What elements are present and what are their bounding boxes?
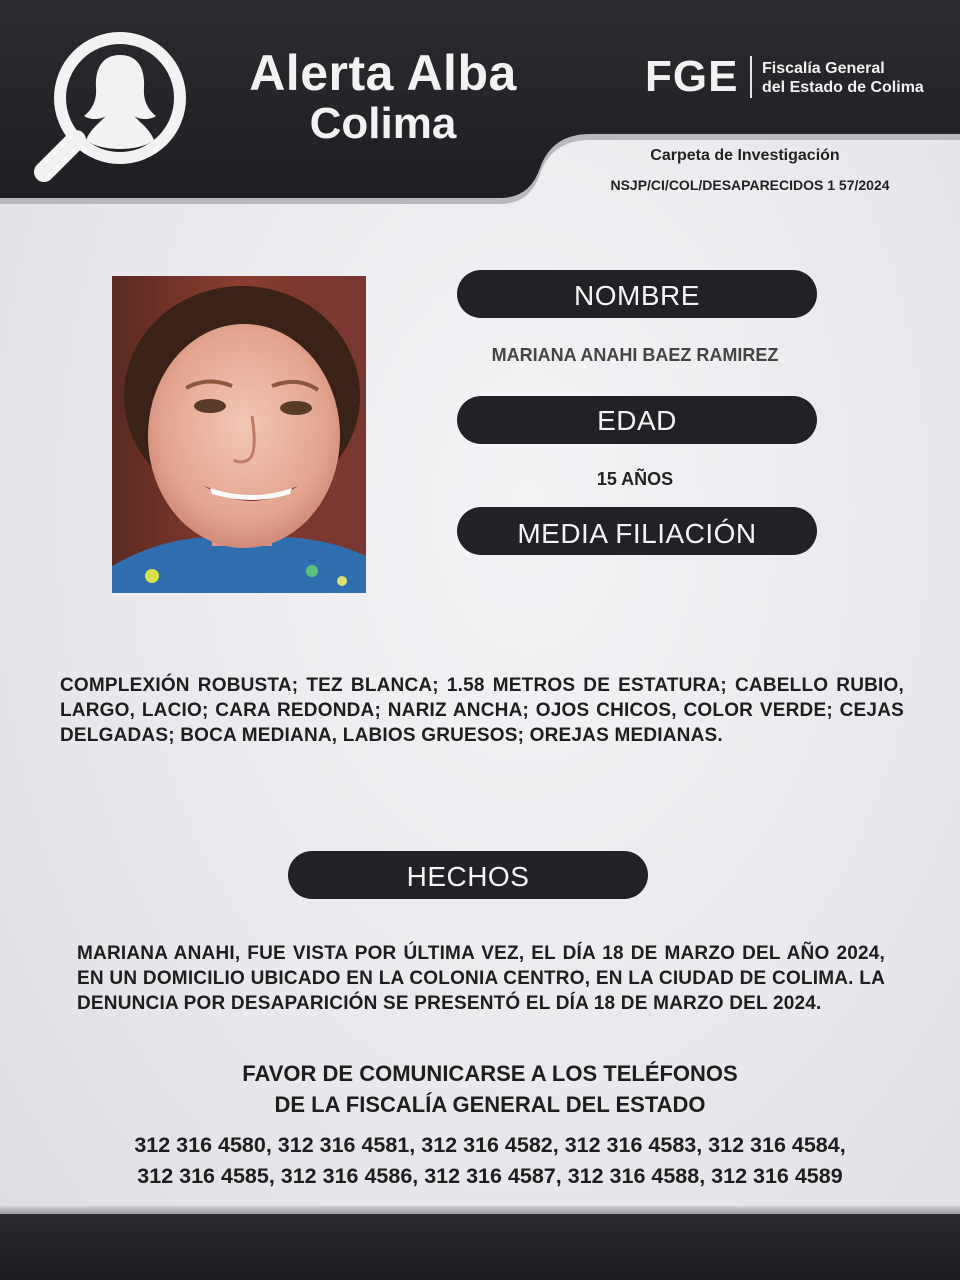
- fge-name-line2: del Estado de Colima: [762, 79, 924, 96]
- logo-title: [218, 45, 548, 148]
- edad-value: 15 AÑOS: [596, 469, 674, 489]
- hechos-text: MARIANA ANAHI, FUE VISTA POR ÚLTIMA VEZ, EL DÍA 18 DE MARZO DEL AÑO 2024, EN UN DOMICILIO UBICADO EN LA COLONIA CENTRO, EN LA CIUDAD DE COLIMA. LA DENUNCIA POR DESAPARICIÓN SE PRESENTÓ EL DÍA 18 DE MARZO DEL 2024.: [77, 943, 885, 1014]
- contact-line1: FAVOR DE COMUNICARSE A LOS TELÉFONOS: [242, 1061, 738, 1086]
- media-filiacion-label: MEDIA FILIACIÓN: [457, 507, 817, 555]
- contact-line2: DE LA FISCALÍA GENERAL DEL ESTADO: [274, 1092, 706, 1117]
- edad-label: EDAD: [457, 396, 817, 444]
- logo-title-line2: Colima: [309, 99, 457, 148]
- fge-name: [762, 59, 924, 97]
- footer-divider: [0, 1206, 960, 1214]
- media-filiacion-text: COMPLEXIÓN ROBUSTA; TEZ BLANCA; 1.58 METROS DE ESTATURA; CABELLO RUBIO, LARGO, LACIO; CARA REDONDA; NARIZ ANCHA; OJOS CHICOS, COLOR VERDE; CEJAS DELGADAS; BOCA MEDIANA, LABIOS GRUESOS; OREJAS MEDIANAS.: [60, 675, 904, 746]
- fge-name-line1: Fiscalía General: [762, 60, 885, 77]
- logo-title-line1: Alerta Alba: [249, 45, 517, 101]
- phones-line1: 312 316 4580, 312 316 4581, 312 316 4582, 312 316 4583, 312 316 4584,: [134, 1133, 846, 1157]
- fge-acronym: FGE: [645, 52, 739, 101]
- nombre-value: MARIANA ANAHI BAEZ RAMIREZ: [491, 345, 779, 365]
- nombre-label: NOMBRE: [457, 270, 817, 318]
- hechos-label: HECHOS: [288, 851, 648, 899]
- phones-line2: 312 316 4585, 312 316 4586, 312 316 4587, 312 316 4588, 312 316 4589: [137, 1164, 843, 1188]
- carpeta-title: Carpeta de Investigación: [650, 147, 840, 164]
- missing-person-photo: [112, 276, 366, 593]
- footer-band: [0, 1214, 960, 1280]
- contact-message: [110, 1058, 870, 1120]
- fge-divider: [750, 56, 752, 98]
- phone-list: [60, 1130, 920, 1192]
- carpeta-number: NSJP/CI/COL/DESAPARECIDOS 1 57/2024: [610, 177, 890, 193]
